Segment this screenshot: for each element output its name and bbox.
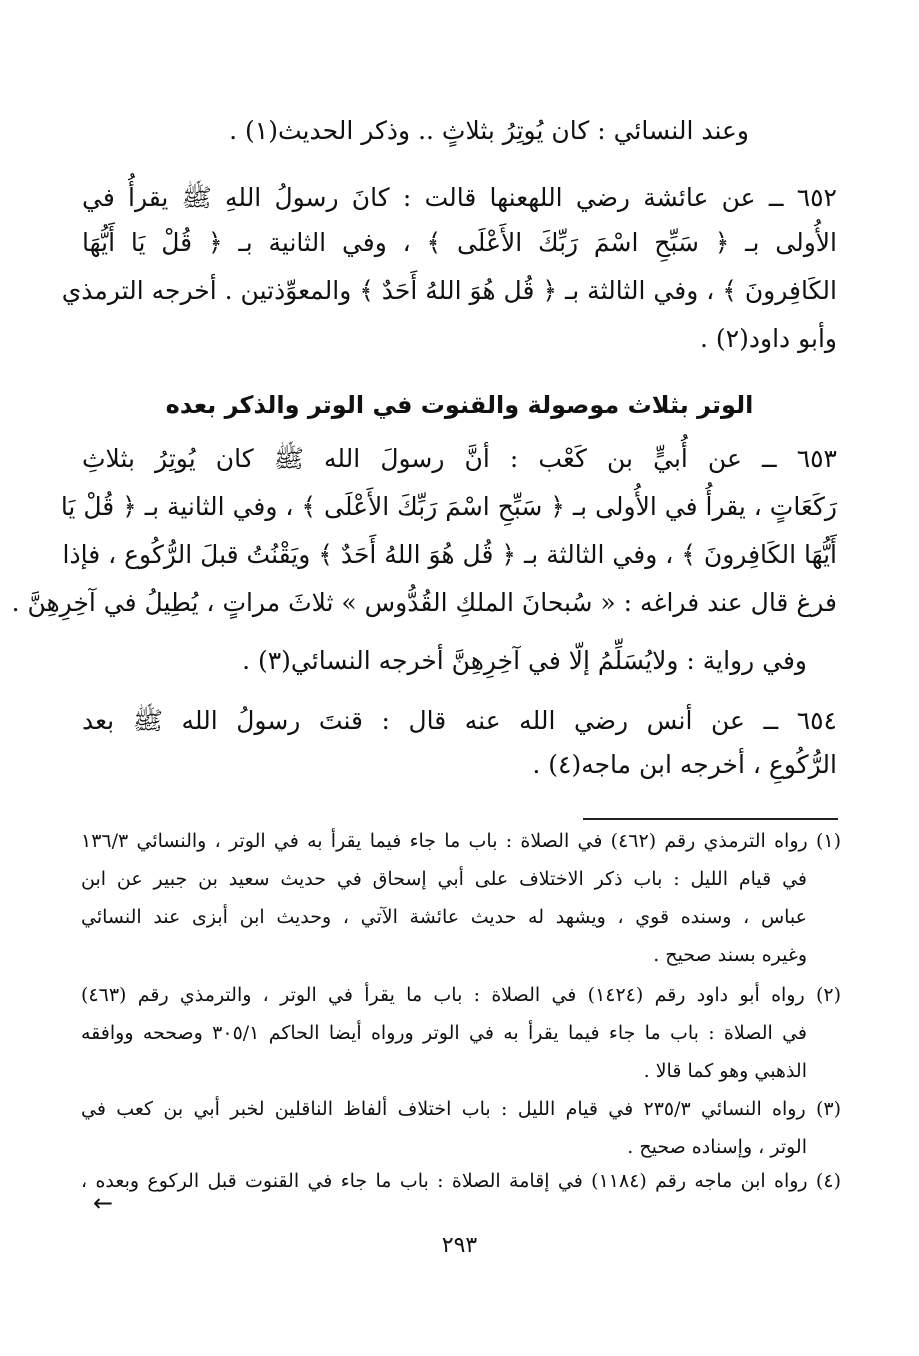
hadith-653-line-4: فرغ قال عند فراغه : « سُبحانَ الملكِ القُدُّوس » ثلاثَ مراتٍ ، يُطِيلُ في آخِرِهِنَّ . (11, 588, 837, 617)
footnote-1-line-2: في قيام الليل : باب ذكر الاختلاف على أبي إسحاق في حديث سعيد بن جبير عن ابن (81, 868, 807, 890)
footnote-1-line-1: (١) رواه الترمذي رقم (٤٦٢) في الصلاة : باب ما جاء فيما يقرأ به في الوتر ، والنسائي ١٣٦/٣ (81, 830, 841, 852)
hadith-653-line-1: ٦٥٣ ــ عن أُبيٍّ بن كَعْب : أنَّ رسولَ الله ﷺ كان يُوتِرُ بثلاثِ (82, 444, 837, 473)
hadith-654-line-1: ٦٥٤ ــ عن أنس رضي الله عنه قال : قنتَ رسولُ الله ﷺ بعد (82, 706, 837, 735)
footnote-3-line-2: الوتر ، وإسناده صحيح . (627, 1136, 807, 1158)
footnote-1-line-3: عباس ، وسنده قوي ، ويشهد له حديث عائشة الآتي ، وحديث ابن أبزى عند النسائي (81, 906, 807, 928)
hadith-652-line-4: وأبو داود(٢) . (700, 324, 837, 353)
footnote-2-line-3: الذهبي وهو كما قالا . (643, 1060, 807, 1082)
hadith-652-line-1: ٦٥٢ ــ عن عائشة رضي اللهعنها قالت : كانَ رسولُ اللهِ ﷺ يقرأُ في (82, 183, 837, 212)
intro-line: وعند النسائي : كان يُوتِرُ بثلاثٍ .. وذكر الحديث(١) . (229, 116, 749, 145)
section-heading: الوتر بثلاث موصولة والقنوت في الوتر والذكر بعده (165, 391, 754, 419)
hadith-653-line-2: رَكَعَاتٍ ، يقرأُ في الأُولى بـ ﴿ سَبِّحِ اسْمَ رَبِّكَ الأَعْلَى ﴾ ، وفي الثانية بـ ﴿ قُلْ يَا (60, 492, 837, 521)
footnote-2-line-1: (٢) رواه أبو داود رقم (١٤٢٤) في الصلاة : باب ما يقرأ في الوتر ، والترمذي رقم (٤٦٣) (81, 984, 841, 1006)
footnote-separator (583, 818, 838, 820)
hadith-653-line-3: أَيُّهَا الكَافِرونَ ﴾ ، وفي الثالثة بـ ﴿ قُل هُوَ اللهُ أَحَدٌ ﴾ ويَقْنُتُ قبلَ الرُّكُوع ، فإذا (62, 540, 837, 569)
footnote-4-line-1: (٤) رواه ابن ماجه رقم (١١٨٤) في إقامة الصلاة : باب ما جاء في القنوت قبل الركوع وبعده ، (81, 1170, 841, 1192)
page-number: ٢٩٣ (441, 1233, 478, 1258)
footnote-1-line-4: وغيره بسند صحيح . (653, 944, 807, 966)
footnote-3-line-1: (٣) رواه النسائي ٢٣٥/٣ في قيام الليل : باب اختلاف ألفاظ الناقلين لخبر أبي بن كعب في (81, 1098, 841, 1120)
hadith-652-line-2: الأُولى بـ ﴿ سَبِّحِ اسْمَ رَبِّكَ الأَعْلَى ﴾ ، وفي الثانية بـ ﴿ قُلْ يَا أَيُّهَا (82, 228, 837, 257)
hadith-654-line-2: الرُّكُوعِ ، أخرجه ابن ماجه(٤) . (532, 750, 837, 779)
hadith-652-line-3: الكَافِرونَ ﴾ ، وفي الثالثة بـ ﴿ قُل هُوَ اللهُ أَحَدٌ ﴾ والمعوِّذتين . أخرجه الترمذي (61, 276, 837, 305)
continuation-arrow-icon: ← (93, 1189, 114, 1217)
footnote-2-line-2: في الصلاة : باب ما جاء فيما يقرأ به في الوتر ورواه أيضا الحاكم ٣٠٥/١ وصححه ووافقه (81, 1022, 807, 1044)
riwaya-line: وفي رواية : ولايُسَلِّمُ إلّا في آخِرِهِنَّ أخرجه النسائي(٣) . (242, 646, 807, 675)
